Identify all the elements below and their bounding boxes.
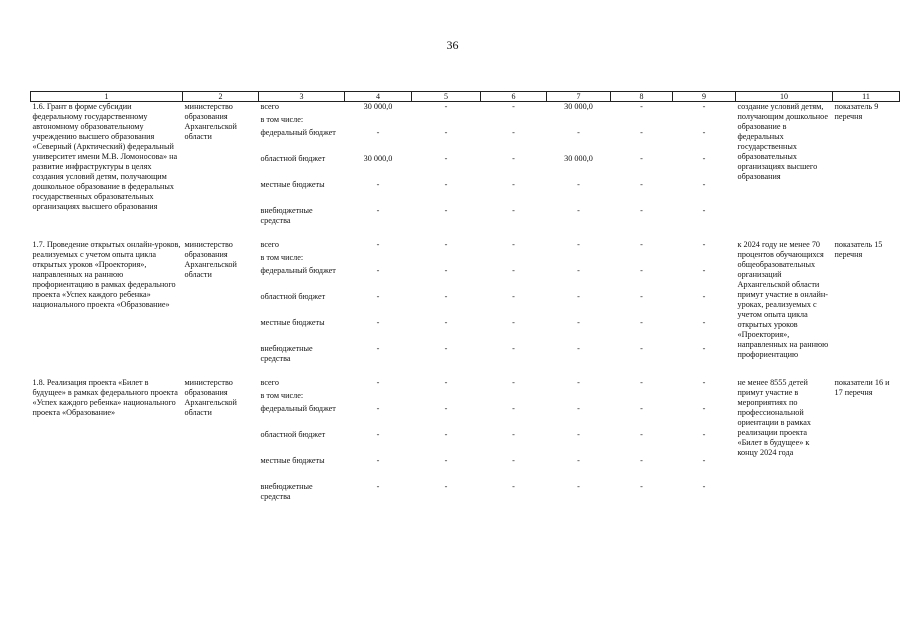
amount-cell: -	[376, 481, 380, 491]
amount-cell	[412, 391, 481, 404]
amount-cell: -	[376, 317, 380, 327]
amount-cell: -	[376, 343, 380, 353]
amount-cell	[547, 391, 611, 404]
header-cell: 3	[259, 92, 345, 102]
funding-source: областной бюджет	[260, 153, 326, 163]
amount-cell: -	[640, 317, 643, 327]
amount-cell: -	[512, 179, 515, 189]
table-row	[31, 102, 900, 115]
table-row	[31, 378, 900, 391]
amount-cell: -	[444, 455, 448, 465]
amount-cell: -	[577, 429, 580, 439]
header-cell: 9	[673, 92, 736, 102]
amount-cell: -	[577, 343, 580, 353]
amount-cell: -	[512, 205, 515, 215]
funding-source: всего	[260, 377, 279, 387]
amount-cell: -	[376, 403, 380, 413]
amount-cell: -	[444, 239, 448, 249]
funding-source: федеральный бюджет	[260, 403, 336, 413]
header-cell: 6	[481, 92, 547, 102]
amount-cell: -	[702, 153, 706, 163]
amount-cell: 30 000,0	[363, 102, 393, 111]
amount-cell: 30 000,0	[363, 153, 393, 163]
section-spacer	[31, 370, 900, 378]
amount-cell: -	[376, 265, 380, 275]
amount-cell: -	[512, 403, 515, 413]
funding-source: всего	[260, 102, 279, 111]
amount-cell	[673, 391, 736, 404]
funding-source: местные бюджеты	[260, 179, 325, 189]
amount-cell: -	[640, 403, 643, 413]
amount-cell: -	[512, 377, 515, 387]
executor: министерство образования Архангельской области	[184, 102, 237, 141]
amount-cell: -	[702, 179, 706, 189]
amount-cell: -	[376, 127, 380, 137]
amount-cell: -	[640, 239, 643, 249]
header-cell: 4	[345, 92, 412, 102]
amount-cell	[481, 253, 547, 266]
amount-cell	[611, 253, 673, 266]
section-spacer	[31, 232, 900, 240]
amount-cell: -	[444, 291, 448, 301]
amount-cell	[412, 253, 481, 266]
amount-cell: 30 000,0	[564, 102, 593, 111]
measure-name: 1.7. Проведение открытых онлайн-уроков, реализуемых с учетом опыта цикла открытых уроков «Проектория», направленных на раннюю профориентацию в рамках федерального проекта «Успех каждого ребенка» национального проекта «Образование»	[32, 239, 181, 309]
amount-cell: -	[702, 102, 706, 111]
amount-cell: 30 000,0	[564, 153, 593, 163]
amount-cell: -	[640, 205, 643, 215]
amount-cell	[481, 391, 547, 404]
amount-cell: -	[444, 377, 448, 387]
amount-cell	[345, 391, 412, 404]
amount-cell: -	[376, 291, 380, 301]
amount-cell: -	[577, 127, 580, 137]
amount-cell: -	[577, 481, 580, 491]
header-cell: 11	[833, 92, 900, 102]
funding-source: внебюджетные средства	[260, 343, 313, 363]
amount-cell	[345, 115, 412, 128]
funding-source: в том числе:	[260, 114, 304, 124]
amount-cell: -	[702, 455, 706, 465]
amount-cell: -	[444, 403, 448, 413]
amount-cell: -	[640, 265, 643, 275]
amount-cell	[611, 391, 673, 404]
indicator: показатели 16 и 17 перечня	[834, 377, 890, 397]
amount-cell: -	[376, 239, 380, 249]
amount-cell: -	[702, 403, 706, 413]
amount-cell: -	[640, 455, 643, 465]
amount-cell: -	[512, 239, 515, 249]
page-number: 36	[446, 38, 459, 52]
amount-cell: -	[376, 179, 380, 189]
funding-source: внебюджетные средства	[260, 205, 313, 225]
amount-cell: -	[444, 127, 448, 137]
amount-cell: -	[444, 317, 448, 327]
amount-cell: -	[376, 377, 380, 387]
amount-cell: -	[376, 205, 380, 215]
measure-name: 1.8. Реализация проекта «Билет в будущее» в рамках федерального проекта «Успех каждого ребенка» национального проекта «Образование»	[32, 377, 178, 417]
funding-source: в том числе:	[260, 390, 304, 400]
amount-cell: -	[444, 343, 448, 353]
header-cell: 5	[412, 92, 481, 102]
amount-cell: -	[512, 265, 515, 275]
amount-cell: -	[444, 429, 448, 439]
amount-cell: -	[512, 127, 515, 137]
amount-cell: -	[577, 403, 580, 413]
amount-cell: -	[702, 291, 706, 301]
program-table	[30, 91, 900, 508]
amount-cell: -	[376, 429, 380, 439]
amount-cell	[481, 115, 547, 128]
header-row	[31, 92, 900, 102]
amount-cell: -	[512, 343, 515, 353]
amount-cell	[547, 115, 611, 128]
amount-cell: -	[577, 291, 580, 301]
header-cell: 1	[31, 92, 183, 102]
amount-cell: -	[640, 481, 643, 491]
amount-cell: -	[640, 127, 643, 137]
amount-cell: -	[640, 291, 643, 301]
funding-source: всего	[260, 239, 279, 249]
funding-source: местные бюджеты	[260, 317, 325, 327]
header-cell: 2	[183, 92, 259, 102]
amount-cell: -	[702, 377, 706, 387]
expected-result: к 2024 году не менее 70 процентов обучающихся общеобразовательных организаций Архангельской области примут участие в онлайн-уроках, реализуемых с учетом опыта цикла открытых уроков «Проектория», направленных на раннюю профориентацию	[737, 239, 829, 359]
amount-cell: -	[577, 317, 580, 327]
amount-cell	[547, 253, 611, 266]
executor: министерство образования Архангельской области	[184, 377, 237, 417]
measure-name: 1.6. Грант в форме субсидии федеральному государственному автономному образовательному учреждению высшего образования «Северный (Арктический) федеральный университет имени М.В. Ломоносова» на развитие инфраструктуры в целях создания условий детям, получающим дошкольное образование в федеральных государственных образовательных организациях высшего образования	[32, 102, 178, 211]
amount-cell: -	[640, 153, 643, 163]
header-cell: 10	[736, 92, 833, 102]
amount-cell: -	[376, 455, 380, 465]
amount-cell: -	[577, 377, 580, 387]
table-row	[31, 240, 900, 253]
amount-cell: -	[577, 455, 580, 465]
amount-cell: -	[444, 265, 448, 275]
funding-source: внебюджетные средства	[260, 481, 313, 501]
amount-cell: -	[444, 179, 448, 189]
amount-cell: -	[702, 239, 706, 249]
amount-cell: -	[702, 317, 706, 327]
amount-cell: -	[444, 153, 448, 163]
amount-cell: -	[640, 377, 643, 387]
amount-cell: -	[512, 455, 515, 465]
amount-cell	[412, 115, 481, 128]
funding-source: областной бюджет	[260, 429, 326, 439]
amount-cell: -	[640, 343, 643, 353]
amount-cell: -	[702, 205, 706, 215]
amount-cell	[673, 253, 736, 266]
funding-source: местные бюджеты	[260, 455, 325, 465]
amount-cell: -	[512, 317, 515, 327]
amount-cell: -	[702, 343, 706, 353]
header-cell: 8	[611, 92, 673, 102]
amount-cell: -	[640, 102, 643, 111]
indicator: показатель 15 перечня	[834, 239, 883, 259]
amount-cell: -	[512, 481, 515, 491]
amount-cell: -	[444, 102, 448, 111]
amount-cell: -	[702, 127, 706, 137]
indicator: показатель 9 перечня	[834, 102, 879, 121]
amount-cell: -	[640, 179, 643, 189]
amount-cell: -	[577, 265, 580, 275]
amount-cell: -	[577, 239, 580, 249]
amount-cell: -	[512, 291, 515, 301]
amount-cell: -	[702, 429, 706, 439]
funding-source: в том числе:	[260, 252, 304, 262]
funding-source: федеральный бюджет	[260, 127, 336, 137]
amount-cell	[611, 115, 673, 128]
amount-cell: -	[702, 265, 706, 275]
amount-cell	[673, 115, 736, 128]
expected-result: не менее 8555 детей примут участие в мероприятиях по профессиональной ориентации в рамках реализации проекта «Билет в будущее» к концу 2024 года	[737, 377, 811, 457]
expected-result: создание условий детям, получающим дошкольное образование в федеральных государственных образовательных организациях высшего образования	[737, 102, 828, 181]
amount-cell: -	[640, 429, 643, 439]
amount-cell: -	[512, 102, 515, 111]
amount-cell: -	[444, 481, 448, 491]
funding-source: федеральный бюджет	[260, 265, 336, 275]
executor: министерство образования Архангельской области	[184, 239, 237, 279]
amount-cell: -	[512, 153, 515, 163]
amount-cell: -	[577, 205, 580, 215]
amount-cell: -	[577, 179, 580, 189]
amount-cell: -	[512, 429, 515, 439]
amount-cell: -	[444, 205, 448, 215]
amount-cell: -	[702, 481, 706, 491]
funding-source: областной бюджет	[260, 291, 326, 301]
header-cell: 7	[547, 92, 611, 102]
amount-cell	[345, 253, 412, 266]
